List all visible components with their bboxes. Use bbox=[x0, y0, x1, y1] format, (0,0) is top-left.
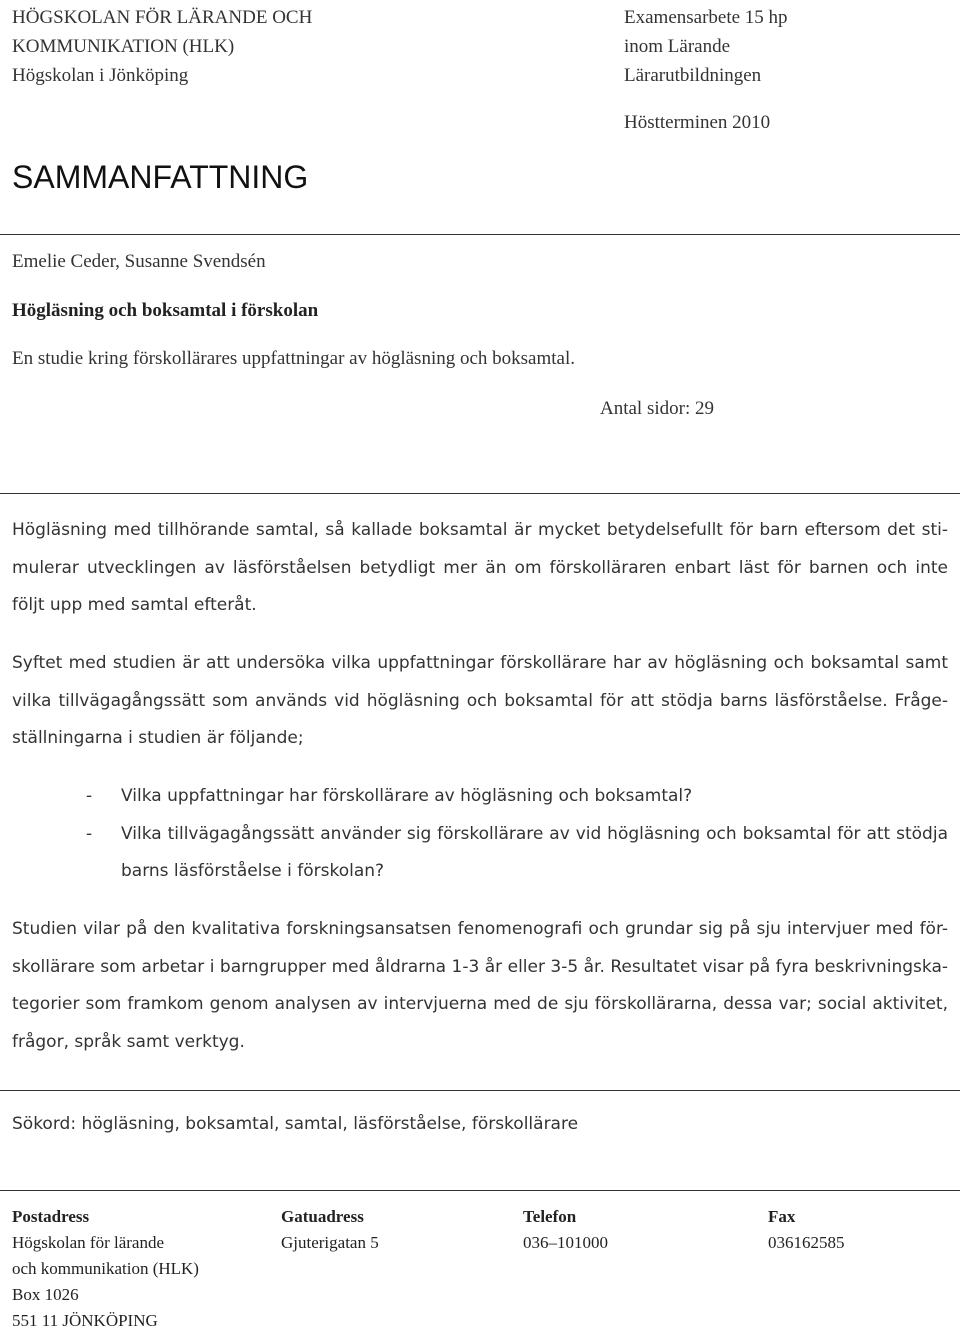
list-item bbox=[0, 778, 948, 816]
footer-heading: Fax bbox=[768, 1207, 796, 1226]
text-line: tegorier som framkom genom analysen av intervjuerna med de sju förskollärarna, dessa var; social aktivitet, bbox=[12, 994, 948, 1014]
footer-line: Box 1026 bbox=[12, 1285, 79, 1304]
keywords: Sökord: högläsning, boksamtal, samtal, läsförståelse, förskollärare bbox=[12, 1114, 579, 1134]
text-line: skollärare som arbetar i barngrupper med åldrarna 1-3 år eller 3-5 år. Resultatet visar på fyra beskrivningska- bbox=[12, 956, 948, 977]
course-line: inom Lärande bbox=[624, 36, 731, 57]
abstract-paragraph bbox=[12, 645, 948, 758]
page-count: Antal sidor: 29 bbox=[600, 398, 714, 419]
institution-line: HÖGSKOLAN FÖR LÄRANDE OCH bbox=[12, 7, 313, 28]
text-line: Högläsning med tillhörande samtal, så kallade boksamtal är mycket betydelsefullt för barn eftersom det sti- bbox=[12, 520, 948, 540]
list-item bbox=[0, 816, 948, 891]
footer-fax bbox=[768, 1204, 845, 1256]
divider bbox=[0, 1190, 960, 1191]
footer-line: 036–101000 bbox=[523, 1233, 608, 1252]
list-dash: - bbox=[86, 823, 93, 844]
abstract-paragraph bbox=[12, 512, 948, 625]
authors: Emelie Ceder, Susanne Svendsén bbox=[12, 251, 266, 272]
divider bbox=[0, 234, 960, 235]
text-line: frågor, språk samt verktyg. bbox=[12, 1031, 245, 1052]
page-title: SAMMANFATTNING bbox=[12, 159, 309, 195]
course-block bbox=[624, 3, 788, 90]
text-line: barns läsförståelse i förskolan? bbox=[121, 861, 385, 881]
text-line: Vilka tillvägagångssätt använder sig förskollärare av vid högläsning och boksamtal för att stödja bbox=[121, 823, 948, 844]
divider bbox=[0, 493, 960, 494]
abstract-paragraph bbox=[12, 911, 948, 1061]
institution-block bbox=[12, 3, 312, 90]
footer-postadress bbox=[12, 1204, 199, 1334]
footer-heading: Telefon bbox=[523, 1207, 577, 1226]
text-line: följt upp med samtal efteråt. bbox=[12, 595, 257, 615]
footer-line: 551 11 JÖNKÖPING bbox=[12, 1311, 158, 1330]
text-line: vilka tillvägagångssätt som används vid högläsning och boksamtal för att stödja barns läsförståelse. Fråge- bbox=[12, 690, 948, 711]
text-line: Studien vilar på den kvalitativa forskningsansatsen fenomenografi och grundar sig på sju intervjuer med för- bbox=[12, 919, 948, 939]
footer-line: och kommunikation (HLK) bbox=[12, 1259, 199, 1278]
footer-gatuadress bbox=[281, 1204, 379, 1256]
thesis-title: Högläsning och boksamtal i förskolan bbox=[12, 300, 319, 321]
footer-telefon bbox=[523, 1204, 608, 1256]
text-line: mulerar utvecklingen av läsförståelsen betydligt mer än om förskolläraren enbart läst för barnen och inte bbox=[12, 557, 948, 578]
footer-line: Gjuterigatan 5 bbox=[281, 1233, 379, 1252]
footer-line: 036162585 bbox=[768, 1233, 845, 1252]
course-line: Lärarutbildningen bbox=[624, 65, 762, 86]
footer-line: Högskolan för lärande bbox=[12, 1233, 165, 1252]
institution-line: KOMMUNIKATION (HLK) bbox=[12, 36, 235, 57]
list-dash: - bbox=[86, 786, 93, 806]
institution-line: Högskolan i Jönköping bbox=[12, 65, 189, 86]
text-line: ställningarna i studien är följande; bbox=[12, 728, 304, 748]
text-line: Syftet med studien är att undersöka vilka uppfattningar förskollärare har av högläsning och boksamtal samt bbox=[12, 653, 948, 673]
footer-heading: Gatuadress bbox=[281, 1207, 364, 1226]
question-list bbox=[0, 778, 948, 891]
footer-heading: Postadress bbox=[12, 1207, 90, 1226]
semester: Höstterminen 2010 bbox=[624, 112, 771, 133]
course-line: Examensarbete 15 hp bbox=[624, 7, 788, 28]
divider bbox=[0, 1090, 960, 1091]
text-line: Vilka uppfattningar har förskollärare av högläsning och boksamtal? bbox=[121, 786, 693, 806]
thesis-subtitle: En studie kring förskollärares uppfattningar av högläsning och boksamtal. bbox=[12, 348, 576, 369]
